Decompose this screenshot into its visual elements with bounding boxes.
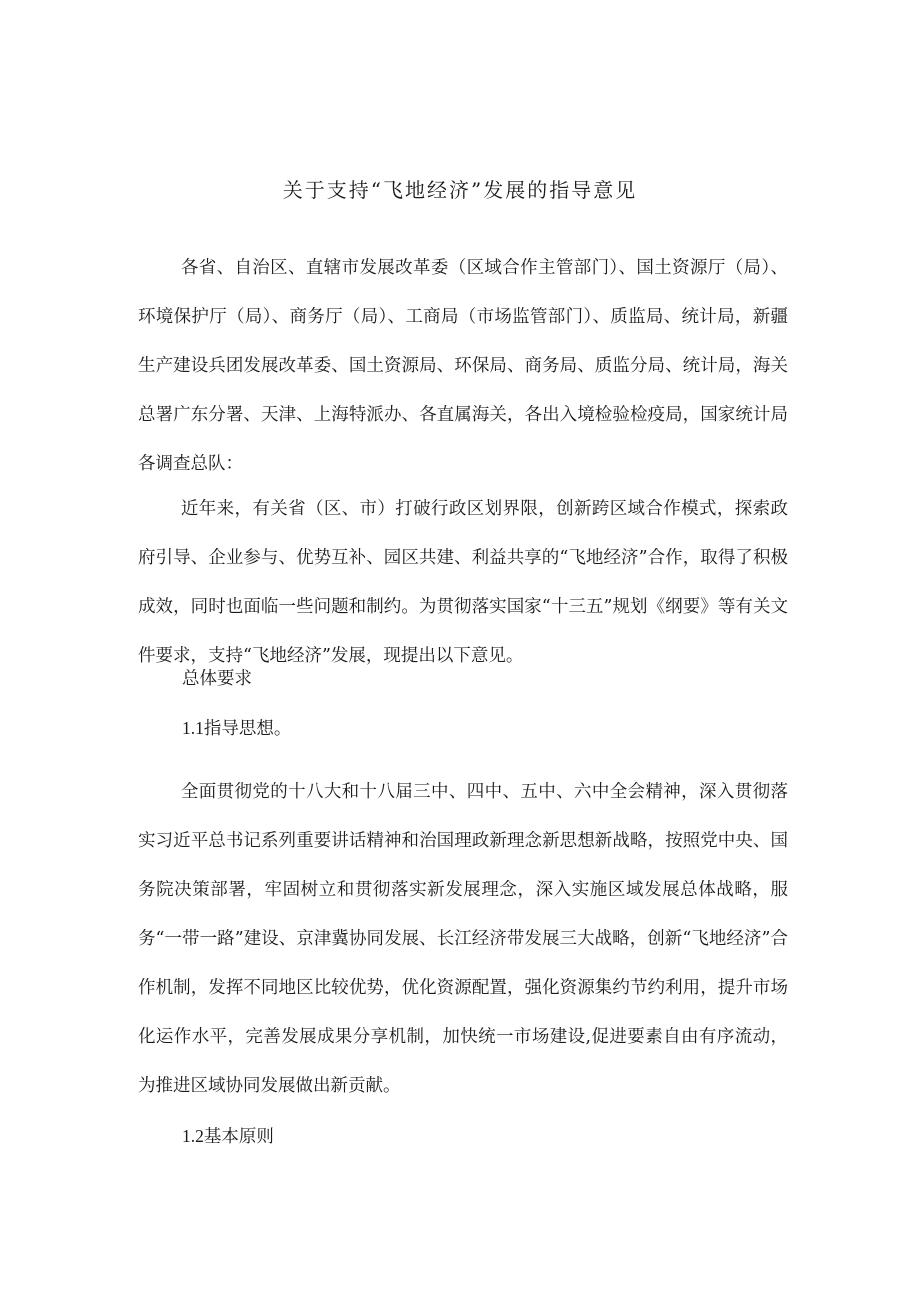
section-number: 1.1 [182, 718, 204, 738]
guiding-paragraph: 全面贯彻党的十八大和十八届三中、四中、五中、六中全会精神，深入贯彻落实习近平总书记系列重要讲话精神和治国理政新理念新思想新战略，按照党中央、国务院决策部署，牢固树立和贯彻落实新发展理念，深入实施区域发展总体战略，服务“一带一路”建设、京津冀协同发展、长江经济带发展三大战略，创新“飞地经济”合作机制，发挥不同地区比较优势，优化资源配置，强化资源集约节约利用，提升市场化运作水平，完善发展成果分享机制，加快统一市场建设,促进要素自由有序流动，为推进区域协同发展做出新贡献。 [138, 782, 788, 1096]
section-heading-1-1 [182, 714, 291, 743]
section-heading-1-2 [182, 1122, 274, 1151]
address-paragraph: 各省、自治区、直辖市发展改革委（区域合作主管部门）、国土资源厅（局）、环境保护厅（局）、商务厅（局）、工商局（市场监管部门）、质监局、统计局，新疆生产建设兵团发展改革委、国土资源局、环保局、商务局、质监分局、统计局，海关总署广东分署、天津、上海特派办、各直属海关，各出入境检验检疫局，国家统计局各调查总队： [138, 258, 788, 474]
section-label: 指导思想。 [203, 719, 292, 739]
section-label: 基本原则 [203, 1127, 274, 1147]
section-number: 1.2 [182, 1126, 204, 1146]
document-title: 关于支持“飞地经济”发展的指导意见 [282, 178, 638, 202]
section-heading-general: 总体要求 [182, 669, 252, 689]
intro-paragraph: 近年来，有关省（区、市）打破行政区划界限，创新跨区域合作模式，探索政府引导、企业参与、优势互补、园区共建、利益共享的“飞地经济”合作，取得了积极成效，同时也面临一些问题和制约。为贯彻落实国家“十三五”规划《纲要》等有关文件要求，支持“飞地经济”发展，现提出以下意见。 [138, 499, 788, 666]
